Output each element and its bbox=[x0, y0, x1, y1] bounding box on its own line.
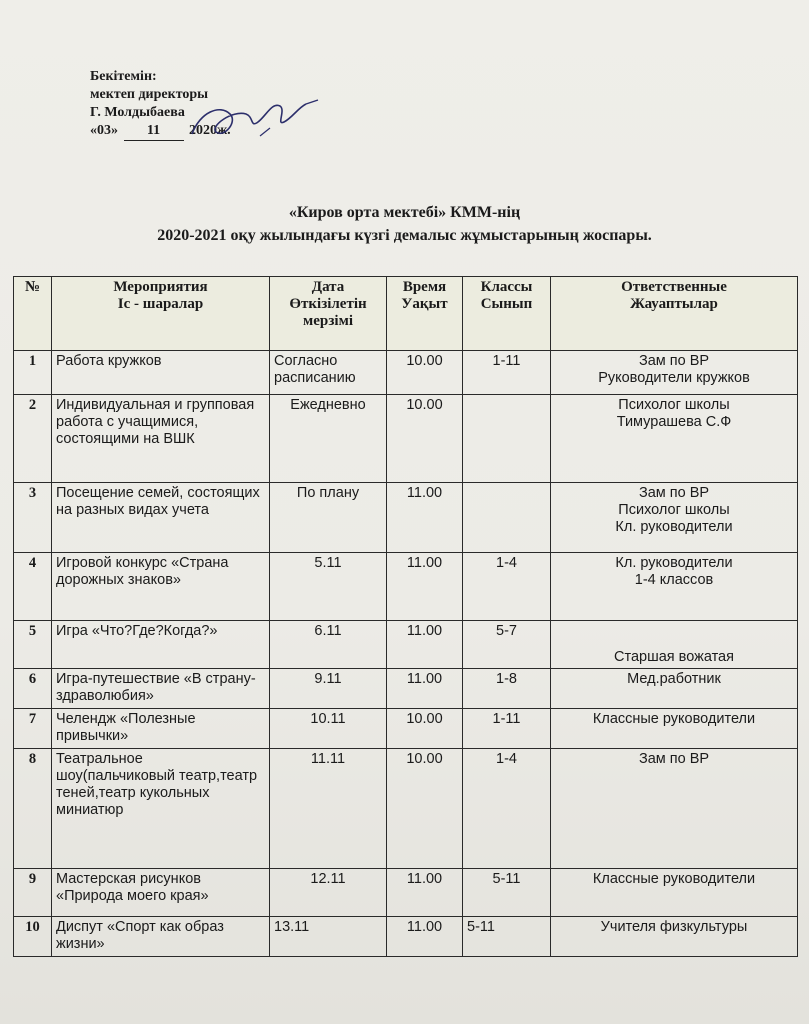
row-num: 4 bbox=[14, 553, 52, 621]
table-header-row bbox=[14, 277, 798, 351]
row-responsible bbox=[551, 621, 798, 669]
row-event: Мастерская рисунков «Природа моего края» bbox=[52, 869, 270, 917]
row-responsible bbox=[551, 553, 798, 621]
row-date: 12.11 bbox=[270, 869, 387, 917]
row-responsible bbox=[551, 917, 798, 957]
row-date: Согласно расписанию bbox=[270, 351, 387, 395]
table-row bbox=[14, 483, 798, 553]
row-time: 11.00 bbox=[387, 621, 463, 669]
row-date: Ежедневно bbox=[270, 395, 387, 483]
row-classes: 1-11 bbox=[463, 351, 551, 395]
row-event: Челендж «Полезные привычки» bbox=[52, 709, 270, 749]
table-row bbox=[14, 621, 798, 669]
row-responsible bbox=[551, 709, 798, 749]
row-event: Театральное шоу(пальчиковый театр,театр теней,театр кукольных миниатюр bbox=[52, 749, 270, 869]
header-classes bbox=[463, 277, 551, 351]
header-responsible-kz: Жауаптылар bbox=[630, 296, 718, 312]
row-responsible bbox=[551, 483, 798, 553]
header-event-kz: Іс - шаралар bbox=[117, 296, 204, 312]
row-num: 8 bbox=[14, 749, 52, 869]
header-num: № bbox=[14, 277, 52, 351]
row-num: 9 bbox=[14, 869, 52, 917]
approval-year: 2020ж. bbox=[189, 123, 231, 138]
header-event-ru: Мероприятия bbox=[113, 279, 208, 295]
responsible-line: Психолог школы bbox=[618, 502, 730, 518]
title-line-2: 2020-2021 оқу жылындағы күзгі демалыс жұмыстарының жоспары. bbox=[157, 227, 652, 244]
row-num: 10 bbox=[14, 917, 52, 957]
responsible-line: Психолог школы bbox=[618, 397, 730, 413]
responsible-line: Зам по ВР bbox=[638, 751, 710, 767]
row-event: Диспут «Спорт как образ жизни» bbox=[52, 917, 270, 957]
header-date-kz-1: Өткізілетін bbox=[289, 296, 367, 312]
responsible-line: 1-4 классов bbox=[634, 572, 714, 588]
row-date: 5.11 bbox=[270, 553, 387, 621]
responsible-line: Кл. руководители bbox=[615, 555, 733, 571]
responsible-line: Зам по ВР bbox=[638, 353, 710, 369]
approval-line-3: Г. Молдыбаева bbox=[90, 105, 185, 120]
row-date: По плану bbox=[270, 483, 387, 553]
approval-month: 11 bbox=[124, 122, 184, 141]
row-time: 11.00 bbox=[387, 917, 463, 957]
header-classes-ru: Классы bbox=[480, 279, 533, 295]
table-row bbox=[14, 917, 798, 957]
responsible-line: Руководители кружков bbox=[598, 370, 750, 386]
row-num: 1 bbox=[14, 351, 52, 395]
row-date: 6.11 bbox=[270, 621, 387, 669]
row-classes bbox=[463, 483, 551, 553]
row-event: Индивидуальная и групповая работа с учащимися, состоящими на ВШК bbox=[52, 395, 270, 483]
row-classes: 5-11 bbox=[463, 869, 551, 917]
table-row bbox=[14, 869, 798, 917]
row-num: 5 bbox=[14, 621, 52, 669]
row-time: 10.00 bbox=[387, 351, 463, 395]
row-event: Посещение семей, состоящих на разных видах учета bbox=[52, 483, 270, 553]
row-classes: 1-4 bbox=[463, 553, 551, 621]
responsible-line: Мед.работник bbox=[627, 671, 721, 687]
row-date: 11.11 bbox=[270, 749, 387, 869]
responsible-line: Классные руководители bbox=[592, 871, 756, 887]
row-classes: 1-4 bbox=[463, 749, 551, 869]
row-responsible bbox=[551, 749, 798, 869]
header-responsible-ru: Ответственные bbox=[621, 279, 727, 295]
title-line-1: «Киров орта мектебі» КММ-нің bbox=[288, 204, 521, 221]
responsible-line: Зам по ВР bbox=[638, 485, 710, 501]
row-event: Игровой конкурс «Страна дорожных знаков» bbox=[52, 553, 270, 621]
approval-line-2: мектеп директоры bbox=[90, 87, 209, 102]
table-row bbox=[14, 749, 798, 869]
header-time-kz: Уақыт bbox=[401, 296, 448, 312]
row-classes: 5-7 bbox=[463, 621, 551, 669]
row-time: 10.00 bbox=[387, 709, 463, 749]
row-date: 10.11 bbox=[270, 709, 387, 749]
row-time: 10.00 bbox=[387, 749, 463, 869]
header-date bbox=[270, 277, 387, 351]
row-time: 10.00 bbox=[387, 395, 463, 483]
row-time: 11.00 bbox=[387, 483, 463, 553]
row-responsible bbox=[551, 395, 798, 483]
responsible-line: Учителя физкультуры bbox=[600, 919, 748, 935]
table-row bbox=[14, 553, 798, 621]
row-classes bbox=[463, 395, 551, 483]
header-time-ru: Время bbox=[402, 279, 447, 295]
row-date: 9.11 bbox=[270, 669, 387, 709]
row-time: 11.00 bbox=[387, 869, 463, 917]
approval-day: «03» bbox=[90, 123, 118, 138]
approval-line-1: Бекітемін: bbox=[90, 69, 157, 84]
row-event: Игра-путешествие «В страну-здраволюбия» bbox=[52, 669, 270, 709]
row-num: 6 bbox=[14, 669, 52, 709]
document-title bbox=[0, 201, 809, 247]
header-date-ru: Дата bbox=[311, 279, 345, 295]
row-event: Работа кружков bbox=[52, 351, 270, 395]
row-classes: 5-11 bbox=[463, 917, 551, 957]
table-row bbox=[14, 395, 798, 483]
row-num: 7 bbox=[14, 709, 52, 749]
row-event: Игра «Что?Где?Когда?» bbox=[52, 621, 270, 669]
responsible-line: Кл. руководители bbox=[615, 519, 733, 535]
row-responsible bbox=[551, 869, 798, 917]
row-time: 11.00 bbox=[387, 669, 463, 709]
signature-icon bbox=[180, 92, 330, 152]
header-event bbox=[52, 277, 270, 351]
responsible-line: Классные руководители bbox=[592, 711, 756, 727]
responsible-line: Тимурашева С.Ф bbox=[616, 414, 732, 430]
plan-table bbox=[13, 276, 798, 957]
row-classes: 1-11 bbox=[463, 709, 551, 749]
responsible-line: Старшая вожатая bbox=[614, 649, 734, 665]
row-time: 11.00 bbox=[387, 553, 463, 621]
header-classes-kz: Сынып bbox=[480, 296, 533, 312]
row-num: 2 bbox=[14, 395, 52, 483]
table-row bbox=[14, 351, 798, 395]
row-num: 3 bbox=[14, 483, 52, 553]
header-time bbox=[387, 277, 463, 351]
header-responsible bbox=[551, 277, 798, 351]
table-row bbox=[14, 709, 798, 749]
row-responsible bbox=[551, 669, 798, 709]
row-responsible bbox=[551, 351, 798, 395]
table-row bbox=[14, 669, 798, 709]
header-date-kz-2: мерзімі bbox=[303, 313, 353, 329]
row-classes: 1-8 bbox=[463, 669, 551, 709]
row-date: 13.11 bbox=[270, 917, 387, 957]
